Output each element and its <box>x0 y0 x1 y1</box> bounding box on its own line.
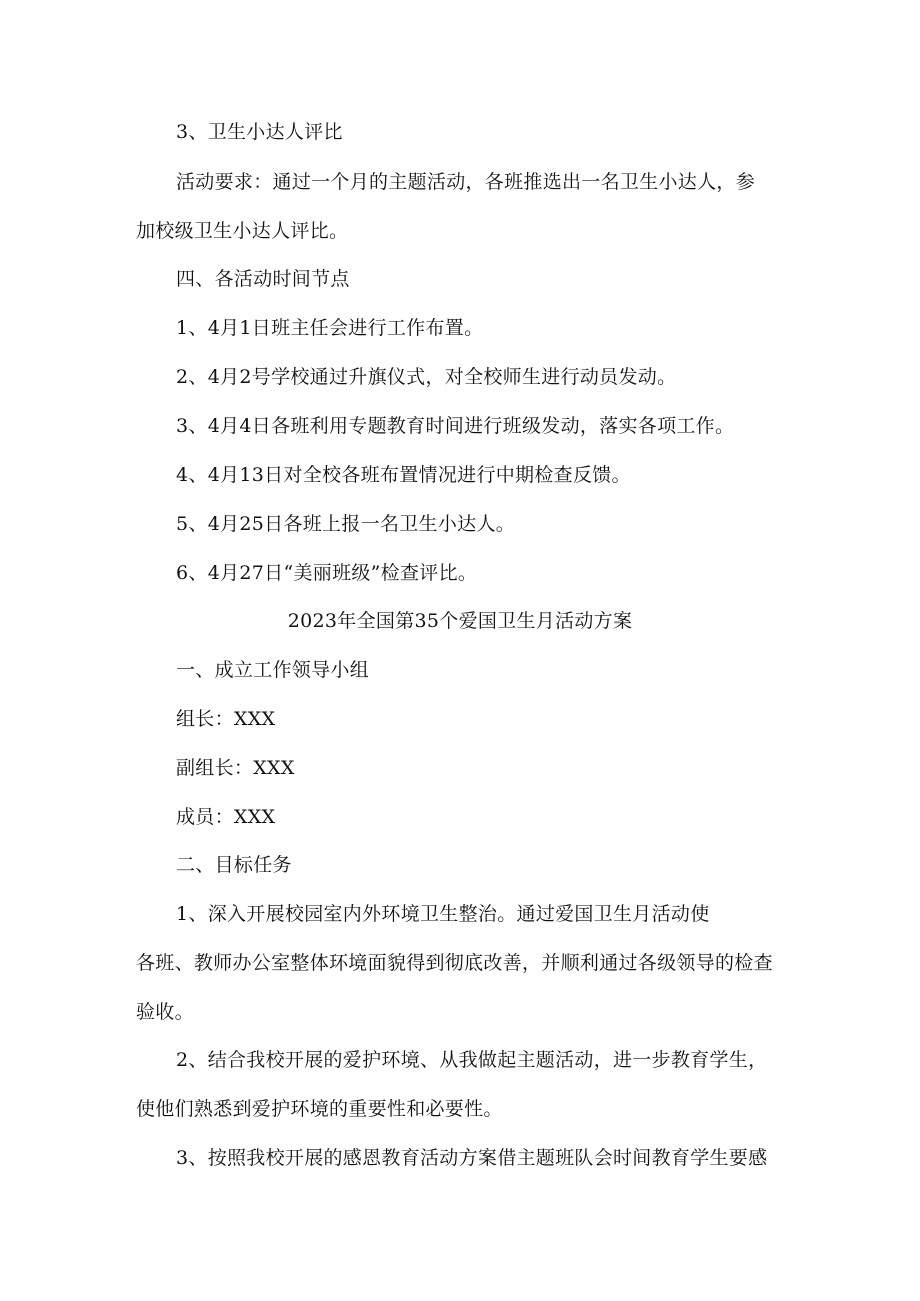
group-members: 成员：XXX <box>176 806 276 828</box>
timeline-item-6: 6、4月27日“美丽班级”检查评比。 <box>176 562 478 584</box>
paragraph-activity-requirement-cont: 加校级卫生小达人评比。 <box>136 220 349 242</box>
timeline-item-3: 3、4月4日各班利用专题教育时间进行班级发动，落实各项工作。 <box>176 415 735 437</box>
deputy-group-leader: 副组长：XXX <box>176 757 295 779</box>
goal-1-paragraph-end: 验收。 <box>136 1001 194 1023</box>
section-heading-timeline: 四、各活动时间节点 <box>176 268 350 290</box>
group-leader: 组长：XXX <box>176 708 276 730</box>
section-heading-goals: 二、目标任务 <box>176 854 292 876</box>
section-heading-hygiene-expert: 3、卫生小达人评比 <box>176 121 343 143</box>
goal-1-paragraph: 1、深入开展校园室内外环境卫生整治。通过爱国卫生月活动使 <box>176 903 710 925</box>
timeline-item-2: 2、4月2号学校通过升旗仪式，对全校师生进行动员发动。 <box>176 366 677 388</box>
goal-2-paragraph-cont: 使他们熟悉到爱护环境的重要性和必要性。 <box>136 1098 503 1120</box>
document-title: 2023年全国第35个爱国卫生月活动方案 <box>287 610 633 632</box>
goal-3-paragraph: 3、按照我校开展的感恩教育活动方案借主题班队会时间教育学生要感 <box>176 1147 768 1169</box>
timeline-item-1: 1、4月1日班主任会进行工作布置。 <box>176 317 484 339</box>
goal-2-paragraph: 2、结合我校开展的爱护环境、从我做起主题活动，进一步教育学生， <box>176 1049 768 1071</box>
section-heading-leadership-group: 一、成立工作领导小组 <box>176 659 370 681</box>
timeline-item-4: 4、4月13日对全校各班布置情况进行中期检查反馈。 <box>176 464 631 486</box>
timeline-item-5: 5、4月25日各班上报一名卫生小达人。 <box>176 513 516 535</box>
paragraph-activity-requirement: 活动要求：通过一个月的主题活动，各班推选出一名卫生小达人，参 <box>176 171 756 193</box>
goal-1-paragraph-cont: 各班、教师办公室整体环境面貌得到彻底改善，并顺利通过各级领导的检查 <box>136 952 773 974</box>
